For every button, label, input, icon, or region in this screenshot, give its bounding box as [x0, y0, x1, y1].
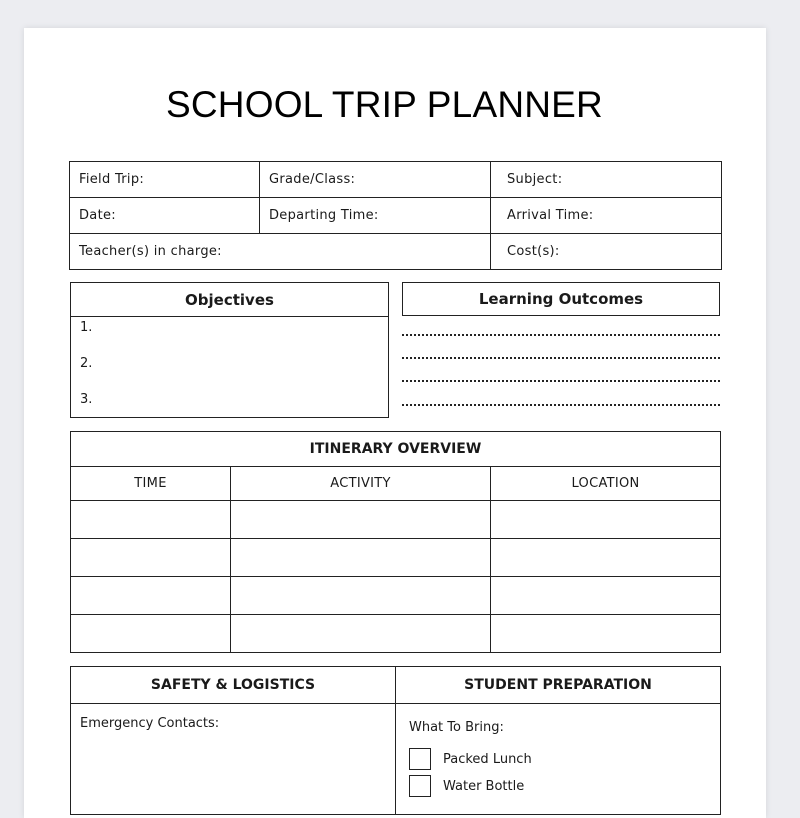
safety-logistics-heading: SAFETY & LOGISTICS	[71, 667, 396, 704]
cost-field[interactable]: Cost(s):	[491, 234, 722, 270]
learning-outcomes-box	[402, 282, 720, 316]
activity-cell[interactable]	[231, 501, 491, 539]
safety-prep-table	[70, 666, 721, 815]
activity-cell[interactable]	[231, 577, 491, 615]
learning-outcomes-heading: Learning Outcomes	[478, 290, 644, 308]
objectives-box	[70, 282, 389, 418]
time-cell[interactable]	[71, 539, 231, 577]
bring-item-label: Water Bottle	[443, 778, 525, 794]
activity-cell[interactable]	[231, 539, 491, 577]
itinerary-row	[71, 539, 721, 577]
teachers-field[interactable]: Teacher(s) in charge:	[70, 234, 491, 270]
itinerary-table	[70, 431, 721, 653]
trip-info-table	[69, 161, 722, 270]
subject-field[interactable]: Subject:	[491, 162, 722, 198]
column-header-time: TIME	[71, 467, 231, 501]
objective-item[interactable]: 1.	[80, 320, 93, 335]
field-trip-field[interactable]: Field Trip:	[70, 162, 260, 198]
itinerary-row	[71, 577, 721, 615]
objective-item[interactable]: 3.	[80, 392, 93, 407]
bring-item	[409, 775, 720, 797]
packed-lunch-checkbox[interactable]	[409, 748, 431, 770]
learning-outcome-line[interactable]	[402, 357, 720, 359]
student-preparation-section	[396, 704, 721, 815]
column-header-location: LOCATION	[491, 467, 721, 501]
time-cell[interactable]	[71, 577, 231, 615]
learning-outcome-line[interactable]	[402, 334, 720, 336]
safety-logistics-section	[71, 704, 396, 815]
grade-class-field[interactable]: Grade/Class:	[260, 162, 491, 198]
itinerary-heading: ITINERARY OVERVIEW	[71, 432, 721, 467]
location-cell[interactable]	[491, 501, 721, 539]
page-title: SCHOOL TRIP PLANNER	[166, 84, 603, 125]
learning-outcome-line[interactable]	[402, 380, 720, 382]
location-cell[interactable]	[491, 615, 721, 653]
column-header-activity: ACTIVITY	[231, 467, 491, 501]
activity-cell[interactable]	[231, 615, 491, 653]
location-cell[interactable]	[491, 577, 721, 615]
itinerary-row	[71, 615, 721, 653]
time-cell[interactable]	[71, 615, 231, 653]
water-bottle-checkbox[interactable]	[409, 775, 431, 797]
itinerary-row	[71, 501, 721, 539]
departing-time-field[interactable]: Departing Time:	[260, 198, 491, 234]
time-cell[interactable]	[71, 501, 231, 539]
emergency-contacts-label: Emergency Contacts:	[80, 716, 220, 731]
learning-outcome-line[interactable]	[402, 404, 720, 406]
student-preparation-heading: STUDENT PREPARATION	[396, 667, 721, 704]
objectives-list	[71, 317, 388, 425]
objective-item[interactable]: 2.	[80, 356, 93, 371]
what-to-bring-label: What To Bring:	[409, 720, 504, 735]
date-field[interactable]: Date:	[70, 198, 260, 234]
objectives-heading: Objectives	[71, 283, 388, 317]
bring-item-label: Packed Lunch	[443, 751, 532, 767]
location-cell[interactable]	[491, 539, 721, 577]
arrival-time-field[interactable]: Arrival Time:	[491, 198, 722, 234]
bring-item	[409, 748, 720, 770]
